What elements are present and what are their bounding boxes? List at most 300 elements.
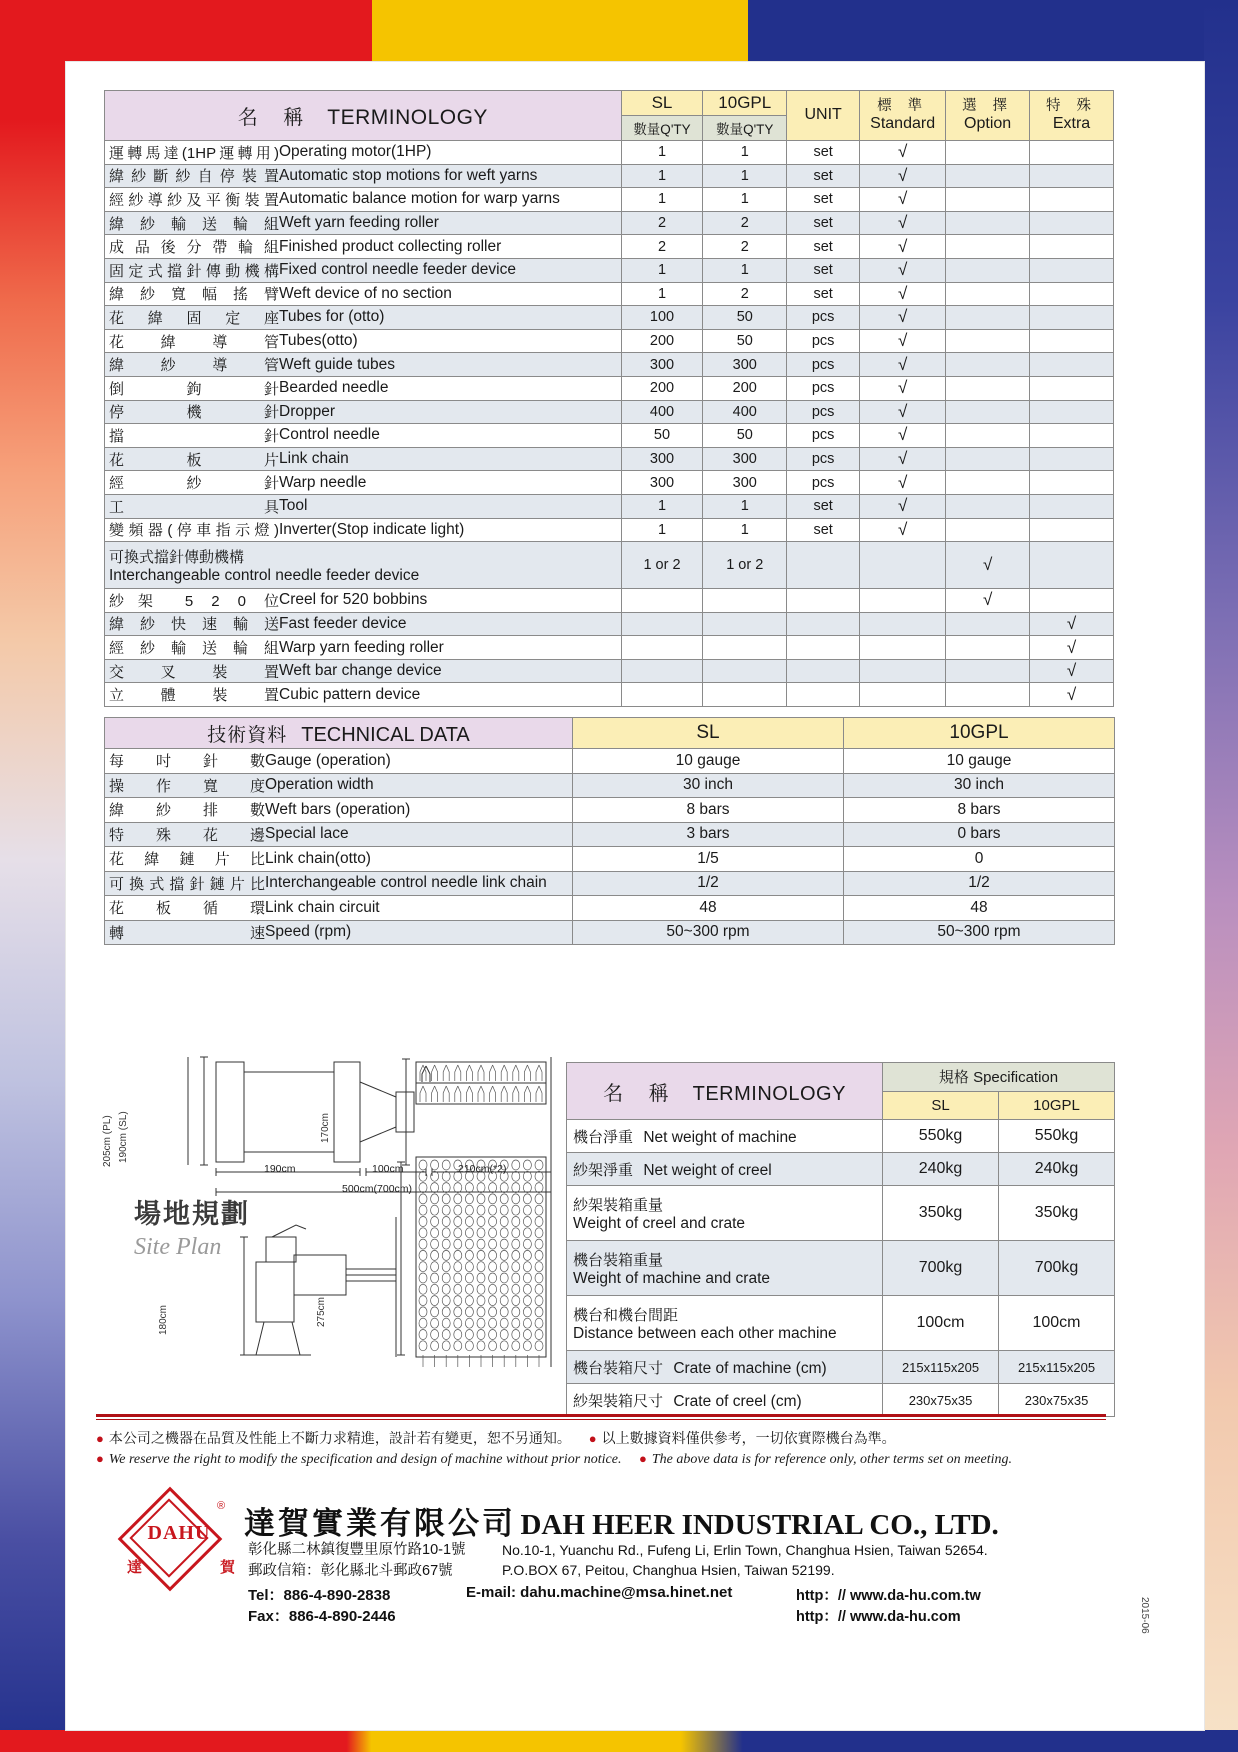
table-row: [105, 141, 1114, 165]
table-row: [105, 612, 1114, 636]
col-header-unit: UNIT: [787, 91, 860, 141]
terminology-table: [104, 90, 1114, 707]
company-address-en: [502, 1540, 1102, 1581]
cell-option: [946, 141, 1030, 165]
col-header-option: [946, 91, 1030, 141]
row-label-en: Fast feeder device: [279, 614, 407, 632]
cell-standard: √: [860, 188, 946, 212]
specification-name-cell: [567, 1384, 883, 1417]
row-label-en: Weft bar change device: [279, 662, 442, 680]
cell-option: [946, 447, 1030, 471]
cell-gpl: 1: [703, 164, 787, 188]
cell-gpl: 550kg: [999, 1120, 1115, 1153]
cell-gpl: [703, 683, 787, 707]
row-label-en: Automatic stop motions for weft yarns: [279, 166, 538, 184]
cell-gpl: 1: [703, 141, 787, 165]
row-label-en: Dropper: [279, 402, 335, 420]
cell-extra: [1030, 518, 1114, 542]
company-phone-block: [248, 1584, 396, 1626]
dim-label-100: 100cm: [372, 1163, 404, 1175]
company-tel: Tel：886-4-890-2838: [248, 1587, 391, 1604]
technical-table-body: [105, 749, 1115, 945]
catalog-page: [66, 62, 1204, 1730]
specification-title-en: TERMINOLOGY: [692, 1082, 846, 1105]
col-header-extra-en: Extra: [1052, 114, 1091, 132]
cell-extra: √: [1030, 636, 1114, 660]
specification-name-cell: [567, 1153, 883, 1186]
cell-gpl: 240kg: [999, 1153, 1115, 1186]
specification-name-cell: [567, 1351, 883, 1384]
notes-rule-thin: [96, 1419, 1106, 1420]
row-label-cn: 立體裝置: [109, 687, 279, 705]
note-line-cn: [96, 1428, 1106, 1448]
cell-unit: set: [787, 518, 860, 542]
cell-sl: 100: [621, 306, 703, 330]
cell-extra: [1030, 329, 1114, 353]
company-url[interactable]: http：// www.da-hu.com: [796, 1609, 961, 1625]
row-label-en: Weft yarn feeding roller: [279, 214, 439, 232]
terminology-table-body: [105, 141, 1114, 707]
row-label-cn: 機台和機台間距: [573, 1306, 679, 1324]
terminology-title-en: TERMINOLOGY: [327, 106, 488, 129]
row-label-cn: 紗架裝箱尺寸: [573, 1392, 664, 1410]
terminology-name-cell: [105, 659, 622, 683]
specification-title-cn: 名 稱: [603, 1082, 679, 1105]
row-label-en: Weft guide tubes: [279, 355, 396, 373]
cell-gpl: 50: [703, 424, 787, 448]
row-label-en: Distance between each other machine: [573, 1324, 837, 1342]
address-cn-line1: 彰化縣二林鎮復豐里原竹路10-1號: [248, 1542, 466, 1558]
cell-standard: √: [860, 471, 946, 495]
specification-col-sl: SL: [883, 1091, 999, 1120]
cell-unit: set: [787, 164, 860, 188]
cell-extra: [1030, 424, 1114, 448]
cell-sl: 300: [621, 471, 703, 495]
terminology-name-cell: [105, 282, 622, 306]
company-logo: [121, 1500, 239, 1574]
row-label-cn: 緯紗導管: [109, 357, 279, 375]
terminology-name-cell: [105, 400, 622, 424]
cell-gpl: 50~300 rpm: [844, 920, 1115, 945]
specification-name-cell: [567, 1241, 883, 1296]
table-row: [105, 471, 1114, 495]
specification-table-body: [567, 1120, 1115, 1417]
cell-gpl: 1: [703, 188, 787, 212]
row-label-cn: 紗架 5 2 0 位: [109, 592, 279, 610]
cell-gpl: 2: [703, 235, 787, 259]
row-label-cn: 工具: [109, 498, 279, 516]
row-label-en: Tubes(otto): [279, 332, 358, 350]
cell-extra: [1030, 353, 1114, 377]
cell-sl: [621, 636, 703, 660]
cell-sl: 230x75x35: [883, 1384, 999, 1417]
terminology-name-cell: [105, 141, 622, 165]
cell-unit: [787, 542, 860, 589]
cell-option: [946, 424, 1030, 448]
table-row: [105, 542, 1114, 589]
row-label-cn: 操作寬度: [109, 777, 265, 795]
col-header-standard: [860, 91, 946, 141]
specification-col-10gpl: 10GPL: [999, 1091, 1115, 1120]
cell-unit: pcs: [787, 447, 860, 471]
cell-option: [946, 683, 1030, 707]
row-label-en: Speed (rpm): [265, 923, 352, 941]
dim-label-pl: 205cm (PL): [102, 1115, 113, 1167]
cell-sl: 1: [621, 164, 703, 188]
row-label-cn: 可換式擋針傳動機構: [109, 548, 245, 566]
cell-unit: pcs: [787, 376, 860, 400]
cell-gpl: 50: [703, 306, 787, 330]
cell-extra: [1030, 188, 1114, 212]
row-label-en: Operation width: [265, 776, 374, 794]
row-label-cn: 經紗導紗及平衡裝置: [109, 191, 279, 209]
technical-name-cell: [105, 798, 573, 823]
cell-sl: [621, 612, 703, 636]
specification-name-cell: [567, 1120, 883, 1153]
cell-sl: 2: [621, 211, 703, 235]
top-band-yellow: [372, 0, 748, 62]
terminology-name-cell: [105, 494, 622, 518]
cell-standard: √: [860, 424, 946, 448]
row-label-cn: 經紗輸送輪組: [109, 640, 279, 658]
cell-sl: 300: [621, 353, 703, 377]
cell-unit: [787, 589, 860, 613]
col-header-standard-cn: 標 準: [877, 97, 929, 114]
terminology-name-cell: [105, 636, 622, 660]
cell-standard: √: [860, 306, 946, 330]
dim-label-sl: 190cm (SL): [118, 1111, 129, 1163]
cell-standard: √: [860, 518, 946, 542]
table-row: [567, 1296, 1115, 1351]
cell-sl: 48: [573, 896, 844, 921]
cell-gpl: 0: [844, 847, 1115, 872]
cell-sl: 50: [621, 424, 703, 448]
row-label-en: Tubes for (otto): [279, 308, 385, 326]
table-row: [567, 1384, 1115, 1417]
specification-name-cell: [567, 1296, 883, 1351]
terminology-name-cell: [105, 612, 622, 636]
cell-standard: √: [860, 211, 946, 235]
site-plan-title: [134, 1192, 250, 1261]
row-label-cn: 擋針: [109, 427, 279, 445]
cell-option: [946, 258, 1030, 282]
row-label-en: Operating motor(1HP): [279, 143, 432, 161]
table-row: [105, 400, 1114, 424]
company-email[interactable]: E-mail: dahu.machine@msa.hinet.net: [466, 1584, 733, 1601]
right-gradient-strip: [1204, 0, 1238, 1752]
technical-data-table: [104, 717, 1115, 945]
logo-text: DAHU: [147, 1522, 211, 1544]
spec-label-en: Specification: [973, 1069, 1059, 1087]
logo-registered-icon: ®: [217, 1500, 226, 1512]
col-header-10gpl: 10GPL: [703, 91, 787, 116]
technical-col-sl: SL: [573, 718, 844, 749]
cell-standard: [860, 542, 946, 589]
row-label-en: Net weight of creel: [639, 1161, 772, 1179]
table-row: [105, 164, 1114, 188]
cell-unit: pcs: [787, 424, 860, 448]
bullet-dot-icon-3: ●: [96, 1451, 104, 1466]
cell-unit: pcs: [787, 353, 860, 377]
company-url-block[interactable]: [796, 1584, 981, 1626]
cell-unit: pcs: [787, 306, 860, 330]
dim-label-190: 190cm: [264, 1163, 296, 1175]
cell-sl: 10 gauge: [573, 749, 844, 774]
table-row: [567, 1120, 1115, 1153]
row-label-cn: 緯紗寬幅搖臂: [109, 286, 279, 304]
terminology-name-cell: [105, 424, 622, 448]
row-label-cn: 機台裝箱尺寸: [573, 1359, 664, 1377]
cell-unit: pcs: [787, 329, 860, 353]
cell-gpl: 1: [703, 518, 787, 542]
cell-extra: [1030, 494, 1114, 518]
cell-gpl: 2: [703, 282, 787, 306]
row-label-en: Link chain: [279, 450, 349, 468]
cell-extra: [1030, 258, 1114, 282]
table-row: [105, 871, 1115, 896]
address-cn-line2: 郵政信箱：彰化縣北斗郵政67號: [248, 1563, 453, 1580]
cell-option: [946, 494, 1030, 518]
cell-gpl: 10 gauge: [844, 749, 1115, 774]
logo-cn-right: 賀: [219, 1559, 235, 1576]
page-code: 2015-06: [1139, 1597, 1150, 1634]
cell-gpl: 1: [703, 258, 787, 282]
cell-gpl: 200: [703, 376, 787, 400]
row-label-en: Creel for 520 bobbins: [279, 591, 428, 609]
content-sheet: [96, 62, 1156, 1730]
cell-sl: 3 bars: [573, 822, 844, 847]
row-label-en: Automatic balance motion for warp yarns: [279, 190, 560, 208]
row-label-cn: 經紗針: [109, 475, 279, 493]
footer-notes: [96, 1414, 1106, 1471]
col-header-option-en: Option: [964, 114, 1012, 132]
row-label-en: Tool: [279, 497, 308, 515]
cell-standard: [860, 589, 946, 613]
cell-gpl: 30 inch: [844, 773, 1115, 798]
cell-unit: set: [787, 282, 860, 306]
terminology-name-cell: [105, 353, 622, 377]
table-row: [105, 235, 1114, 259]
table-row: [105, 258, 1114, 282]
technical-name-cell: [105, 773, 573, 798]
cell-option: [946, 353, 1030, 377]
terminology-name-cell: [105, 235, 622, 259]
row-label-cn: 花板片: [109, 451, 279, 469]
cell-extra: √: [1030, 683, 1114, 707]
cell-option: [946, 659, 1030, 683]
terminology-name-cell: [105, 188, 622, 212]
col-header-extra: [1030, 91, 1114, 141]
row-label-cn: 緯紗斷紗自停裝置: [109, 168, 279, 186]
technical-title-cn: 技術資料: [207, 724, 288, 746]
cell-sl: [621, 589, 703, 613]
table-row: [105, 896, 1115, 921]
cell-gpl: 1: [703, 494, 787, 518]
cell-option: √: [946, 542, 1030, 589]
terminology-name-cell: [105, 589, 622, 613]
cell-standard: [860, 612, 946, 636]
cell-option: [946, 282, 1030, 306]
cell-sl: 50~300 rpm: [573, 920, 844, 945]
row-label-en: Bearded needle: [279, 379, 389, 397]
cell-standard: √: [860, 376, 946, 400]
company-name-cn: 達賀實業有限公司: [244, 1506, 516, 1541]
terminology-name-cell: [105, 258, 622, 282]
cell-sl: [621, 683, 703, 707]
technical-name-cell: [105, 749, 573, 774]
technical-name-cell: [105, 871, 573, 896]
table-row: [105, 798, 1115, 823]
table-row: [105, 447, 1114, 471]
cell-gpl: 700kg: [999, 1241, 1115, 1296]
row-label-cn: 機台裝箱重量: [573, 1251, 664, 1269]
cell-standard: [860, 636, 946, 660]
terminology-name-cell: [105, 306, 622, 330]
specification-title-cell: [567, 1063, 883, 1120]
terminology-title-cn: 名 稱: [237, 107, 314, 129]
cell-gpl: 300: [703, 447, 787, 471]
cell-gpl: 215x115x205: [999, 1351, 1115, 1384]
row-label-en: Warp yarn feeding roller: [279, 638, 444, 656]
cell-option: [946, 612, 1030, 636]
row-label-en: Fixed control needle feeder device: [279, 261, 516, 279]
cell-standard: √: [860, 235, 946, 259]
row-label-en: Finished product collecting roller: [279, 237, 502, 255]
col-header-option-cn: 選 擇: [962, 97, 1014, 114]
cell-unit: pcs: [787, 471, 860, 495]
specification-table: [566, 1062, 1115, 1417]
cell-option: [946, 376, 1030, 400]
cell-sl: 1: [621, 518, 703, 542]
row-label-cn: 每吋針數: [109, 753, 265, 771]
table-row: [105, 773, 1115, 798]
bullet-dot-icon-2: ●: [588, 1431, 597, 1446]
cell-sl: 1: [621, 188, 703, 212]
note-en-left: We reserve the right to modify the specification and design of machine without prior notice.: [108, 1452, 622, 1467]
company-name-block: [244, 1498, 999, 1543]
cell-option: [946, 235, 1030, 259]
cell-sl: 200: [621, 376, 703, 400]
cell-standard: √: [860, 447, 946, 471]
table-row: [105, 353, 1114, 377]
row-label-cn: 花緯鏈片比: [109, 851, 265, 869]
cell-extra: √: [1030, 659, 1114, 683]
cell-extra: [1030, 471, 1114, 495]
cell-sl: 700kg: [883, 1241, 999, 1296]
cell-extra: [1030, 306, 1114, 330]
cell-standard: √: [860, 282, 946, 306]
row-label-cn: 固定式擋針傳動機構: [109, 262, 279, 280]
cell-option: [946, 471, 1030, 495]
row-label-cn: 緯紗輸送輪組: [109, 215, 279, 233]
cell-sl: 1: [621, 282, 703, 306]
terminology-name-cell: [105, 164, 622, 188]
terminology-name-cell: [105, 329, 622, 353]
technical-name-cell: [105, 896, 573, 921]
bottom-band: [0, 1730, 1238, 1752]
table-row: [105, 306, 1114, 330]
cell-sl: 1: [621, 494, 703, 518]
technical-name-cell: [105, 822, 573, 847]
cell-standard: √: [860, 494, 946, 518]
row-label-en: Weight of creel and crate: [573, 1214, 746, 1232]
row-label-cn: 花緯固定座: [109, 309, 279, 327]
cell-extra: [1030, 447, 1114, 471]
cell-standard: [860, 683, 946, 707]
technical-title-en: TECHNICAL DATA: [301, 723, 470, 746]
row-label-en: Warp needle: [279, 473, 367, 491]
row-label-cn: 停機針: [109, 404, 279, 422]
cell-standard: √: [860, 400, 946, 424]
table-row: [105, 749, 1115, 774]
row-label-cn: 交叉裝置: [109, 663, 279, 681]
cell-option: [946, 518, 1030, 542]
row-label-cn: 特殊花邊: [109, 826, 265, 844]
bullet-dot-icon-4: ●: [638, 1451, 647, 1466]
cell-gpl: 8 bars: [844, 798, 1115, 823]
row-label-en: Gauge (operation): [265, 751, 391, 769]
cell-unit: [787, 683, 860, 707]
table-row: [105, 424, 1114, 448]
col-header-sl: SL: [621, 91, 703, 116]
table-row: [105, 636, 1114, 660]
company-url-tw[interactable]: http：// www.da-hu.com.tw: [796, 1588, 981, 1604]
cell-gpl: 48: [844, 896, 1115, 921]
company-email-block[interactable]: [466, 1584, 732, 1601]
row-label-cn: 紗架裝箱重量: [573, 1196, 664, 1214]
cell-gpl: 2: [703, 211, 787, 235]
cell-sl: 200: [621, 329, 703, 353]
row-label-cn: 變頻器(停車指示燈): [109, 522, 279, 540]
cell-standard: √: [860, 353, 946, 377]
row-label-cn: 倒鉤針: [109, 380, 279, 398]
cell-standard: [860, 659, 946, 683]
table-row: [105, 518, 1114, 542]
cell-gpl: 0 bars: [844, 822, 1115, 847]
row-label-cn: 紗架淨重: [573, 1161, 634, 1179]
dim-label-170: 170cm: [320, 1112, 331, 1143]
technical-table-head: [105, 718, 1115, 749]
col-header-extra-cn: 特 殊: [1046, 97, 1098, 114]
cell-sl: 100cm: [883, 1296, 999, 1351]
company-name-en: DAH HEER INDUSTRIAL CO., LTD.: [520, 1509, 999, 1541]
cell-unit: set: [787, 141, 860, 165]
cell-option: [946, 211, 1030, 235]
cell-extra: [1030, 235, 1114, 259]
row-label-en: Net weight of machine: [639, 1128, 797, 1146]
cell-sl: 1: [621, 141, 703, 165]
note-cn-left: 本公司之機器在品質及性能上不斷力求精進，設計若有變更，恕不另通知。: [108, 1430, 571, 1446]
row-label-en: Weight of machine and crate: [573, 1269, 771, 1287]
row-label-en: Special lace: [265, 825, 349, 843]
cell-option: [946, 306, 1030, 330]
cell-option: [946, 329, 1030, 353]
cell-standard: √: [860, 329, 946, 353]
cell-gpl: 50: [703, 329, 787, 353]
cell-extra: [1030, 164, 1114, 188]
address-en-line1: No.10-1, Yuanchu Rd., Fufeng Li, Erlin Town, Changhua Hsien, Taiwan 52654.: [502, 1542, 988, 1558]
cell-sl: 1: [621, 258, 703, 282]
table-row: [105, 847, 1115, 872]
dim-label-275: 275cm: [316, 1296, 327, 1327]
notes-rule-thick: [96, 1414, 1106, 1417]
row-label-cn: 轉速: [109, 924, 265, 942]
row-label-en: Interchangeable control needle link chain: [265, 874, 547, 892]
cell-sl: 300: [621, 447, 703, 471]
cell-option: [946, 636, 1030, 660]
cell-extra: [1030, 542, 1114, 589]
site-plan-title-en: Site Plan: [134, 1234, 222, 1260]
